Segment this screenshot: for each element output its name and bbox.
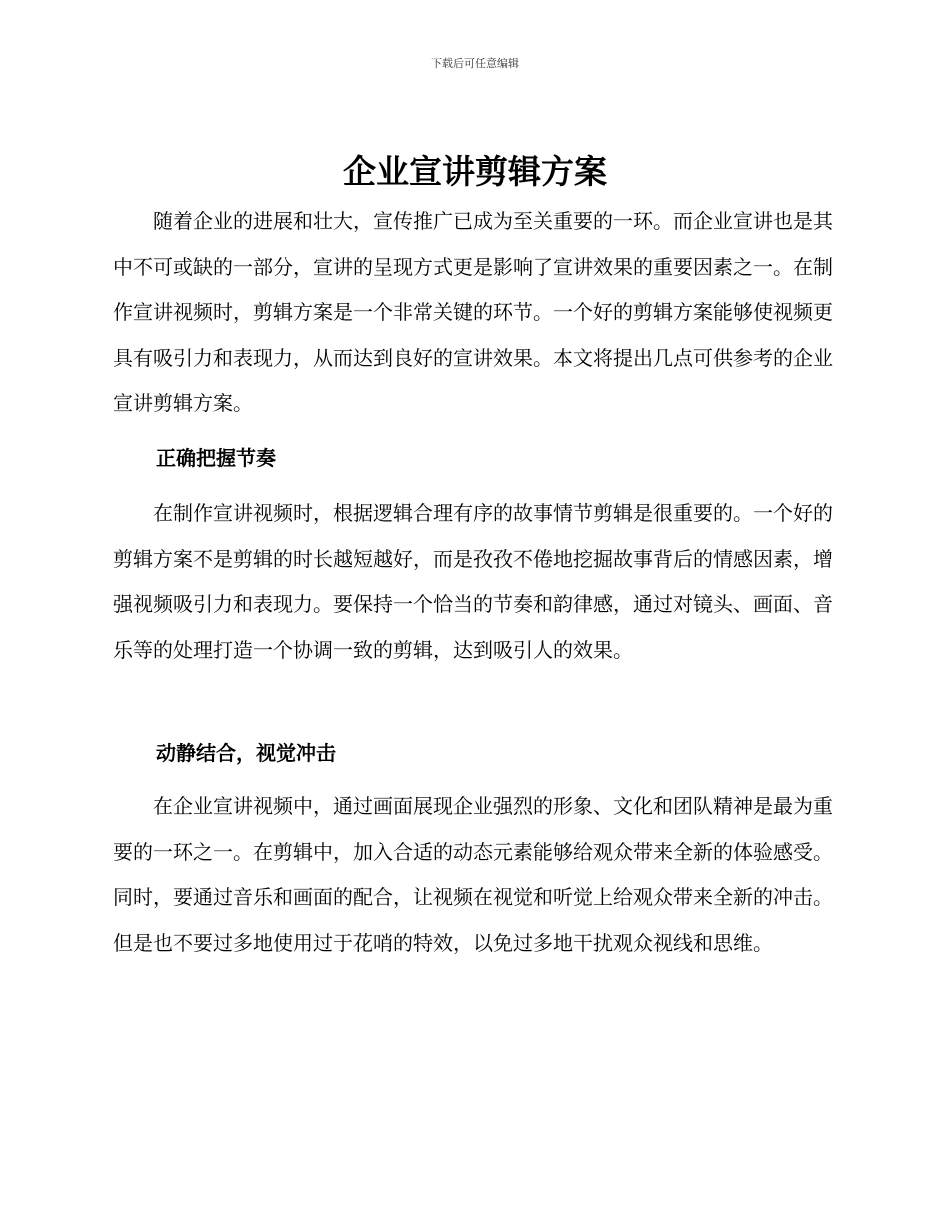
section-paragraph-visual-impact: 在企业宣讲视频中，通过画面展现企业强烈的形象、文化和团队精神是最为重要的一环之一。在剪辑中，加入合适的动态元素能够给观众带来全新的体验感受。同时，要通过音乐和画面的配合，让视频在视觉和听觉上给观众带来全新的冲击。但是也不要过多地使用过于花哨的特效，以免过多地干扰观众视线和思维。 bbox=[113, 794, 833, 955]
document-title: 企业宣讲剪辑方案 bbox=[343, 152, 607, 191]
section-heading-rhythm: 正确把握节奏 bbox=[156, 446, 276, 470]
intro-paragraph: 随着企业的进展和壮大，宣传推广已成为至关重要的一环。而企业宣讲也是其中不可或缺的一部分，宣讲的呈现方式更是影响了宣讲效果的重要因素之一。在制作宣讲视频时，剪辑方案是一个非常关键的环节。一个好的剪辑方案能够使视频更具有吸引力和表现力，从而达到良好的宣讲效果。本文将提出几点可供参考的企业宣讲剪辑方案。 bbox=[113, 209, 833, 415]
header-note: 下载后可任意编辑 bbox=[431, 57, 519, 70]
section-heading-visual-impact: 动静结合，视觉冲击 bbox=[156, 741, 336, 765]
section-paragraph-rhythm: 在制作宣讲视频时，根据逻辑合理有序的故事情节剪辑是很重要的。一个好的剪辑方案不是剪辑的时长越短越好，而是孜孜不倦地挖掘故事背后的情感因素，增强视频吸引力和表现力。要保持一个恰当的节奏和韵律感，通过对镜头、画面、音乐等的处理打造一个协调一致的剪辑，达到吸引人的效果。 bbox=[113, 501, 833, 662]
